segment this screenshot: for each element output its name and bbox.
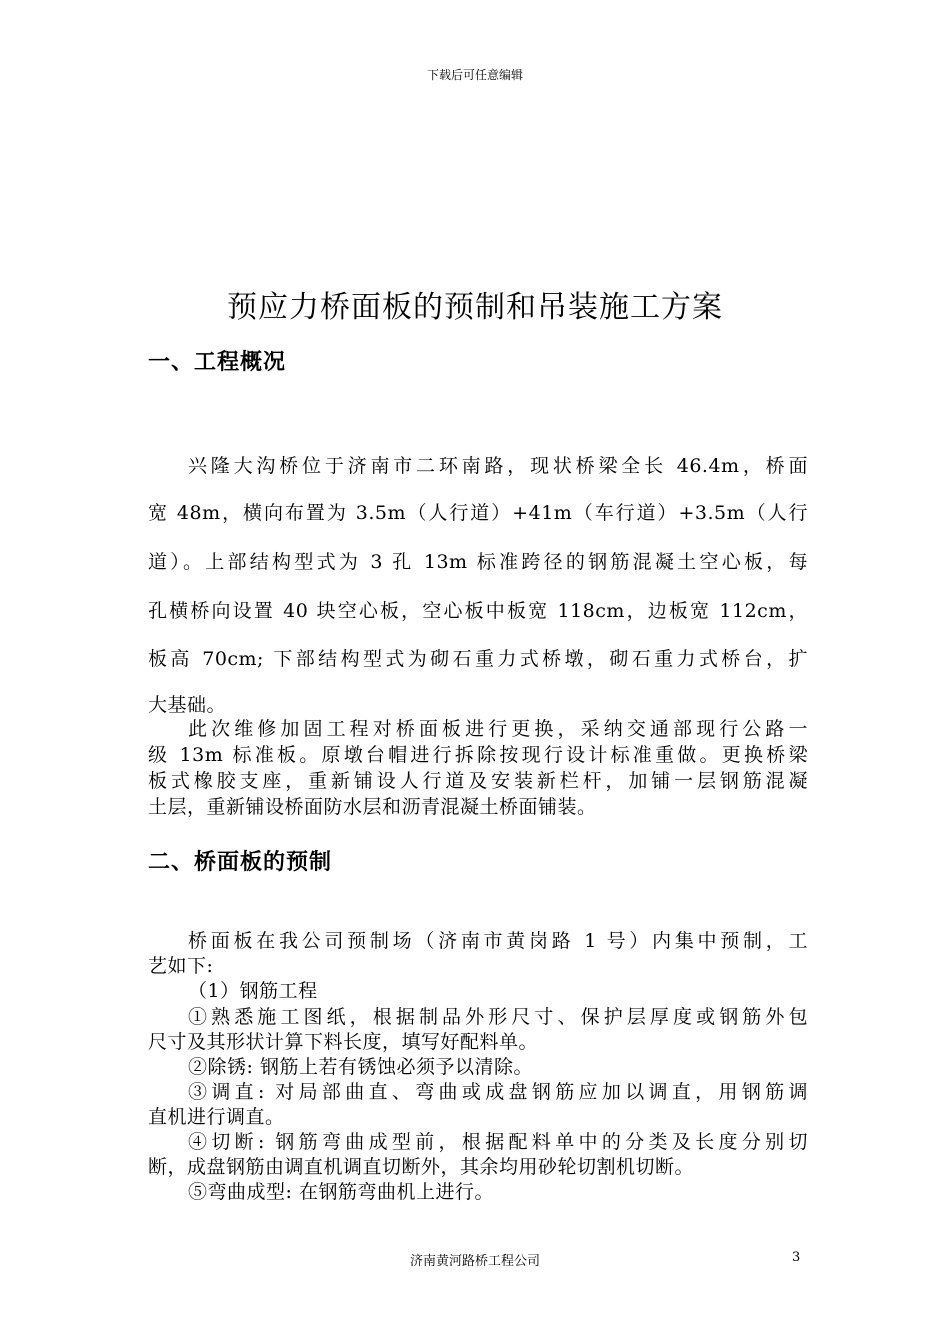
section-heading-overview: 一、工程概况 — [148, 350, 287, 375]
paragraph-line: 桥面板在我公司预制场（济南市黄岗路 1 号）内集中预制，工 — [188, 930, 808, 952]
list-item: ③调直: 对局部曲直、弯曲或成盘钢筋应加以调直，用钢筋调 — [188, 1081, 808, 1103]
list-item-continuation: 尺寸及其形状计算下料长度，填写好配料单。 — [148, 1031, 539, 1053]
paragraph-line: 级 13m 标准板。原墩台帽进行拆除按现行设计标准重做。更换桥梁 — [148, 744, 808, 766]
section-heading-prefabrication: 二、桥面板的预制 — [148, 850, 333, 875]
paragraph-line: 宽 48m，横向布置为 3.5m（人行道）+41m（车行道）+3.5m（人行 — [148, 502, 808, 524]
paragraph-line: 大基础。 — [148, 694, 227, 716]
paragraph-line: 板式橡胶支座，重新铺设人行道及安装新栏杆，加铺一层钢筋混凝 — [148, 770, 808, 792]
paragraph-line: 板高 70cm; 下部结构型式为砌石重力式桥墩，砌石重力式桥台，扩 — [148, 648, 808, 670]
paragraph-line: 艺如下: — [148, 955, 214, 977]
header-note: 下载后可任意编辑 — [426, 68, 523, 82]
document-title: 预应力桥面板的预制和吊装施工方案 — [227, 290, 723, 325]
paragraph-line: 此次维修加固工程对桥面板进行更换，采纳交通部现行公路一 — [188, 718, 808, 740]
paragraph-line: 兴隆大沟桥位于济南市二环南路，现状桥梁全长 46.4m，桥面 — [188, 455, 808, 477]
list-item: ④切断: 钢筋弯曲成型前，根据配料单中的分类及长度分别切 — [188, 1131, 808, 1153]
sub-heading-rebar: （1）钢筋工程 — [188, 980, 318, 1002]
list-item: ⑤弯曲成型: 在钢筋弯曲机上进行。 — [188, 1181, 494, 1203]
list-item-continuation: 断，成盘钢筋由调直机调直切断外，其余均用砂轮切割机切断。 — [148, 1156, 695, 1178]
paragraph-line: 孔横桥向设置 40 块空心板，空心板中板宽 118cm，边板宽 112cm， — [148, 600, 808, 622]
page-number: 3 — [792, 1250, 801, 1265]
list-item: ②除锈: 钢筋上若有锈蚀必须予以清除。 — [188, 1056, 533, 1078]
paragraph-line: 道）。上部结构型式为 3 孔 13m 标准跨径的钢筋混凝土空心板，每 — [148, 551, 808, 573]
paragraph-line: 土层，重新铺设桥面防水层和沥青混凝土桥面铺装。 — [148, 796, 597, 818]
list-item: ①熟悉施工图纸，根据制品外形尺寸、保护层厚度或钢筋外包 — [188, 1006, 808, 1028]
list-item-continuation: 直机进行调直。 — [148, 1106, 285, 1128]
footer-company: 济南黄河路桥工程公司 — [409, 1254, 540, 1269]
